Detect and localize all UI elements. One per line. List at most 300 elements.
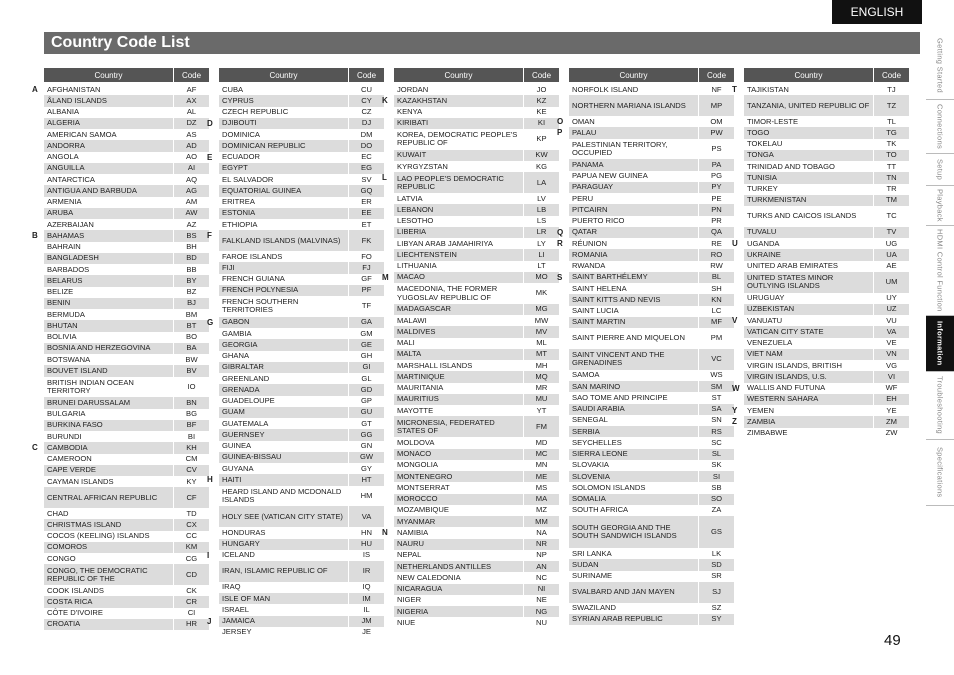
table-row <box>394 349 559 360</box>
sidebar-tab-playback[interactable]: Playback <box>926 186 954 226</box>
index-letter: E <box>207 152 213 162</box>
country-code: IM <box>362 593 371 603</box>
country-code: VA <box>886 326 897 336</box>
country-code: KZ <box>536 95 547 105</box>
country-code: ZW <box>885 428 898 438</box>
country-name: SAINT MARTIN <box>569 317 699 328</box>
table-row <box>219 107 384 118</box>
country-code: YE <box>886 405 897 415</box>
country-name: LAO PEOPLE'S DEMOCRATIC REPUBLIC <box>394 172 524 193</box>
table-row <box>44 608 209 619</box>
country-code: KM <box>185 542 198 552</box>
sidebar-tab-connections[interactable]: Connections <box>926 100 954 154</box>
table-row <box>732 315 909 326</box>
table-row <box>44 264 209 275</box>
table-row <box>219 527 384 538</box>
table-row <box>394 516 559 527</box>
table-row <box>44 107 209 118</box>
country-code: GI <box>362 362 371 372</box>
country-name: MACEDONIA, THE FORMER YUGOSLAV REPUBLIC OF <box>394 283 524 304</box>
country-name: AFGHANISTAN <box>44 84 174 95</box>
country-code: BV <box>186 365 197 375</box>
country-table-2 <box>207 68 384 638</box>
country-header: Country <box>394 68 524 82</box>
country-name: VANUATU <box>744 315 874 326</box>
table-row <box>557 116 734 127</box>
country-code: BB <box>186 264 197 274</box>
country-code: CX <box>186 519 197 529</box>
country-code: SN <box>711 415 722 425</box>
country-code: ML <box>536 338 547 348</box>
country-code: BY <box>186 275 197 285</box>
table-row <box>219 251 384 262</box>
table-row <box>219 463 384 474</box>
country-name: BERMUDA <box>44 309 174 320</box>
table-row <box>569 249 734 260</box>
page-number: 49 <box>884 632 901 649</box>
country-code: LV <box>537 193 546 203</box>
table-row <box>219 129 384 140</box>
code-header: Code <box>881 71 902 80</box>
country-name: ZAMBIA <box>744 416 874 427</box>
index-letter: Q <box>557 227 564 237</box>
table-row <box>219 362 384 373</box>
table-row <box>219 452 384 463</box>
country-code: KH <box>186 442 197 452</box>
table-row <box>44 409 209 420</box>
country-name: BARBADOS <box>44 264 174 275</box>
country-name: PALAU <box>569 127 699 138</box>
country-code: UY <box>886 293 897 303</box>
country-code: RS <box>711 426 722 436</box>
country-code: CY <box>361 95 372 105</box>
country-code: SL <box>711 449 722 459</box>
country-code: TG <box>886 127 897 137</box>
country-code: GF <box>361 274 372 284</box>
country-code: ZA <box>711 505 722 515</box>
country-code: FO <box>361 251 372 261</box>
table-row <box>219 95 384 106</box>
code-header: Code <box>356 71 377 80</box>
table-row <box>44 431 209 442</box>
country-code: AL <box>186 107 197 117</box>
country-name: UNITED ARAB EMIRATES <box>744 261 874 272</box>
country-name: TURKEY <box>744 184 874 195</box>
country-code: ME <box>535 471 548 481</box>
country-name: ANGOLA <box>44 152 174 163</box>
table-row <box>744 184 909 195</box>
country-name: BURUNDI <box>44 431 174 442</box>
country-code: MQ <box>535 371 548 381</box>
table-row <box>569 494 734 505</box>
sidebar-tab-setup[interactable]: Setup <box>926 154 954 186</box>
country-name: GEORGIA <box>219 339 349 350</box>
table-row <box>394 107 559 118</box>
country-code: TN <box>886 172 897 182</box>
country-name: CROATIA <box>44 619 174 630</box>
country-code: MR <box>535 383 548 393</box>
country-code: AO <box>186 152 197 162</box>
country-name: GUINEA-BISSAU <box>219 452 349 463</box>
table-row <box>744 428 909 439</box>
country-name: NAURU <box>394 539 524 550</box>
table-row <box>569 182 734 193</box>
country-code: BJ <box>187 298 196 308</box>
country-name: BENIN <box>44 298 174 309</box>
country-code: GY <box>361 463 372 473</box>
table-row <box>569 328 734 349</box>
country-name: COOK ISLANDS <box>44 585 174 596</box>
table-row <box>219 561 384 582</box>
country-name: SOMALIA <box>569 494 699 505</box>
country-name: MADAGASCAR <box>394 304 524 315</box>
country-code: TJ <box>887 84 896 94</box>
code-header: Code <box>706 71 727 80</box>
country-name: JORDAN <box>394 84 524 95</box>
table-row <box>394 494 559 505</box>
country-name: HAITI <box>219 474 349 485</box>
table-row <box>569 370 734 381</box>
country-code: CI <box>187 608 196 618</box>
country-name: LEBANON <box>394 204 524 215</box>
country-code: TM <box>886 195 897 205</box>
table-row <box>207 230 384 251</box>
table-row <box>44 564 209 585</box>
table-row <box>44 377 209 398</box>
index-letter: Z <box>732 417 737 427</box>
index-letter: P <box>557 128 563 138</box>
country-header: Country <box>744 68 874 82</box>
table-row <box>219 262 384 273</box>
table-row <box>44 553 209 564</box>
country-name: BANGLADESH <box>44 253 174 264</box>
table-row <box>744 227 909 238</box>
country-name: IRAN, ISLAMIC REPUBLIC OF <box>219 561 349 582</box>
table-row <box>44 397 209 408</box>
table-row <box>744 161 909 172</box>
table-row <box>44 365 209 376</box>
country-name: BAHRAIN <box>44 242 174 253</box>
country-code: ET <box>361 219 372 229</box>
country-name: AMERICAN SAMOA <box>44 129 174 140</box>
table-row <box>219 582 384 593</box>
country-name: NICARAGUA <box>394 584 524 595</box>
table-row <box>219 219 384 230</box>
country-code: SR <box>711 571 722 581</box>
table-row <box>44 152 209 163</box>
country-code: EE <box>361 208 372 218</box>
country-name: ÅLAND ISLANDS <box>44 95 174 106</box>
country-code: NU <box>536 617 547 627</box>
table-row <box>44 219 209 230</box>
country-code: SI <box>712 471 721 481</box>
index-letter: T <box>732 85 737 94</box>
country-name: MAURITANIA <box>394 383 524 394</box>
country-name: NEPAL <box>394 550 524 561</box>
country-code: KG <box>536 161 547 171</box>
sidebar-tab-specifications[interactable]: Specifications <box>926 440 954 506</box>
country-code: BF <box>186 420 197 430</box>
index-letter: L <box>382 173 387 183</box>
country-name: ECUADOR <box>219 152 349 163</box>
country-name: KAZAKHSTAN <box>394 95 524 106</box>
country-name: KENYA <box>394 107 524 118</box>
country-name: SAO TOME AND PRINCIPE <box>569 392 699 403</box>
table-row <box>44 298 209 309</box>
index-letter: H <box>207 475 213 485</box>
country-code: SV <box>361 174 372 184</box>
table-row <box>207 152 384 163</box>
index-letter: Y <box>732 406 738 416</box>
country-code: FM <box>536 421 547 431</box>
table-row <box>219 208 384 219</box>
table-row <box>557 227 734 238</box>
country-name: PARAGUAY <box>569 182 699 193</box>
country-table-4 <box>557 68 734 625</box>
country-code: AZ <box>186 219 197 229</box>
index-letter: G <box>207 317 214 327</box>
country-code: LK <box>711 548 722 558</box>
country-code: JO <box>536 84 547 94</box>
table-row <box>569 516 734 548</box>
table-row <box>44 585 209 596</box>
country-name: TIMOR-LESTE <box>744 116 874 127</box>
country-code: MC <box>535 449 548 459</box>
table-row <box>569 571 734 582</box>
country-code: LT <box>537 261 546 271</box>
country-name: SAINT VINCENT AND THE GRENADINES <box>569 349 699 370</box>
table-row <box>44 596 209 607</box>
table-row <box>744 139 909 150</box>
table-row <box>394 405 559 416</box>
country-code: PR <box>711 216 722 226</box>
country-name: ICELAND <box>219 550 349 561</box>
table-row <box>219 328 384 339</box>
country-name: MOROCCO <box>394 494 524 505</box>
table-row <box>744 116 909 127</box>
country-code: ER <box>361 197 372 207</box>
table-row <box>394 482 559 493</box>
country-name: SAINT BARTHÉLEMY <box>569 272 699 283</box>
country-name: VIRGIN ISLANDS, U.S. <box>744 371 874 382</box>
country-code: VC <box>711 354 722 364</box>
index-letter: U <box>732 239 738 249</box>
table-row <box>744 206 909 227</box>
index-letter: J <box>207 616 212 626</box>
table-row <box>744 195 909 206</box>
sidebar-tab-information[interactable]: Information <box>926 316 954 372</box>
country-code: BL <box>711 272 722 282</box>
country-name: PITCAIRN <box>569 204 699 215</box>
country-code: GS <box>711 526 722 536</box>
sidebar-tab-hdmi-control-function[interactable]: HDMI Control Function <box>926 226 954 316</box>
table-row <box>744 360 909 371</box>
country-code: MA <box>535 494 548 504</box>
table-row <box>219 84 384 95</box>
table-row <box>394 84 559 95</box>
table-row <box>569 392 734 403</box>
country-name: WALLIS AND FUTUNA <box>744 383 874 394</box>
table-row <box>569 603 734 614</box>
country-name: ANGUILLA <box>44 163 174 174</box>
table-row <box>569 306 734 317</box>
index-letter: S <box>557 272 563 282</box>
country-code: MU <box>535 394 548 404</box>
country-name: VATICAN CITY STATE <box>744 326 874 337</box>
table-row <box>44 320 209 331</box>
country-name: ANTIGUA AND BARBUDA <box>44 185 174 196</box>
country-code: GP <box>361 396 372 406</box>
country-code: BA <box>186 343 197 353</box>
country-code: UA <box>886 249 897 259</box>
country-code: JE <box>362 627 371 637</box>
country-name: HEARD ISLAND AND MCDONALD ISLANDS <box>219 486 349 507</box>
country-name: ALGERIA <box>44 118 174 129</box>
table-row <box>219 351 384 362</box>
country-name: NEW CALEDONIA <box>394 572 524 583</box>
country-name: MICRONESIA, FEDERATED STATES OF <box>394 416 524 437</box>
table-row <box>219 296 384 317</box>
country-name: IRAQ <box>219 582 349 593</box>
country-code: MH <box>535 360 548 370</box>
table-row <box>44 465 209 476</box>
table-row <box>394 304 559 315</box>
country-table-5 <box>732 68 909 439</box>
table-row <box>569 317 734 328</box>
country-name: SAINT HELENA <box>569 283 699 294</box>
country-code: ST <box>711 392 722 402</box>
country-name: COMOROS <box>44 542 174 553</box>
country-code: KY <box>186 476 197 486</box>
table-row <box>207 474 384 485</box>
country-code: TZ <box>886 100 897 110</box>
table-row <box>207 550 384 561</box>
table-row <box>744 272 909 293</box>
table-row <box>219 373 384 384</box>
country-code: WS <box>710 370 723 380</box>
country-code: MW <box>534 315 549 325</box>
table-row <box>744 127 909 138</box>
country-name: SAINT PIERRE AND MIQUELON <box>569 328 699 349</box>
table-row <box>219 506 384 527</box>
country-code: LA <box>536 177 547 187</box>
country-code: VU <box>886 315 897 325</box>
country-name: ARUBA <box>44 208 174 219</box>
table-row <box>569 139 734 160</box>
table-row <box>569 171 734 182</box>
country-code: EG <box>361 163 372 173</box>
country-name: GRENADA <box>219 384 349 395</box>
table-row <box>394 216 559 227</box>
country-code: IL <box>363 604 370 614</box>
country-header: Country <box>219 68 349 82</box>
table-row <box>44 118 209 129</box>
table-row <box>394 572 559 583</box>
country-name: MALAWI <box>394 315 524 326</box>
country-code: PF <box>361 285 372 295</box>
country-code: VA <box>361 511 372 521</box>
country-name: SWAZILAND <box>569 603 699 614</box>
country-name: CONGO <box>44 553 174 564</box>
country-name: SUDAN <box>569 559 699 570</box>
index-letter: O <box>557 117 564 127</box>
table-row <box>219 407 384 418</box>
country-name: SOUTH GEORGIA AND THE SOUTH SANDWICH ISLANDS <box>569 516 699 548</box>
country-name: TOGO <box>744 127 874 138</box>
sidebar-tab-getting-started[interactable]: Getting Started <box>926 32 954 100</box>
country-name: GHANA <box>219 351 349 362</box>
country-code: PE <box>711 193 722 203</box>
country-name: MONACO <box>394 449 524 460</box>
country-name: LATVIA <box>394 193 524 204</box>
table-row <box>394 606 559 617</box>
country-code: TV <box>886 227 897 237</box>
country-code: GA <box>361 317 372 327</box>
country-code: CV <box>186 465 197 475</box>
table-row <box>394 505 559 516</box>
country-name: GUADELOUPE <box>219 396 349 407</box>
table-row <box>44 354 209 365</box>
country-name: MAURITIUS <box>394 394 524 405</box>
country-code: SD <box>711 559 722 569</box>
table-row <box>569 614 734 625</box>
country-name: BHUTAN <box>44 320 174 331</box>
table-row <box>569 216 734 227</box>
country-code: NI <box>537 584 546 594</box>
country-name: HOLY SEE (VATICAN CITY STATE) <box>219 506 349 527</box>
country-name: TANZANIA, UNITED REPUBLIC OF <box>744 95 874 116</box>
table-row <box>394 161 559 172</box>
country-name: NIGERIA <box>394 606 524 617</box>
table-row <box>219 418 384 429</box>
country-name: TONGA <box>744 150 874 161</box>
country-name: GREENLAND <box>219 373 349 384</box>
country-name: CENTRAL AFRICAN REPUBLIC <box>44 487 174 508</box>
table-row <box>394 561 559 572</box>
country-name: PUERTO RICO <box>569 216 699 227</box>
country-name: SAINT LUCIA <box>569 306 699 317</box>
country-code: VN <box>886 349 897 359</box>
index-letter: M <box>382 272 389 282</box>
section-sidebar <box>926 32 954 506</box>
table-row <box>219 539 384 550</box>
sidebar-tab-troubleshooting[interactable]: Troubleshooting <box>926 372 954 440</box>
country-code: GD <box>360 384 373 394</box>
country-name: FALKLAND ISLANDS (MALVINAS) <box>219 230 349 251</box>
page-title: Country Code List <box>44 32 920 54</box>
country-name: COCOS (KEELING) ISLANDS <box>44 531 174 542</box>
country-name: ERITREA <box>219 197 349 208</box>
country-code: AX <box>186 95 197 105</box>
table-row <box>394 539 559 550</box>
country-code: LC <box>711 306 722 316</box>
table-header <box>569 68 734 83</box>
table-row <box>394 204 559 215</box>
country-name: MONGOLIA <box>394 460 524 471</box>
language-tab: ENGLISH <box>832 0 922 24</box>
country-name: MONTENEGRO <box>394 471 524 482</box>
country-name: SAN MARINO <box>569 381 699 392</box>
table-row <box>744 150 909 161</box>
country-name: BOUVET ISLAND <box>44 365 174 376</box>
country-code: SH <box>711 283 722 293</box>
country-code: BN <box>186 397 197 407</box>
country-code: UG <box>885 238 898 248</box>
country-name: HUNGARY <box>219 539 349 550</box>
country-code: CK <box>186 585 197 595</box>
country-code: NF <box>711 84 722 94</box>
table-row <box>569 283 734 294</box>
